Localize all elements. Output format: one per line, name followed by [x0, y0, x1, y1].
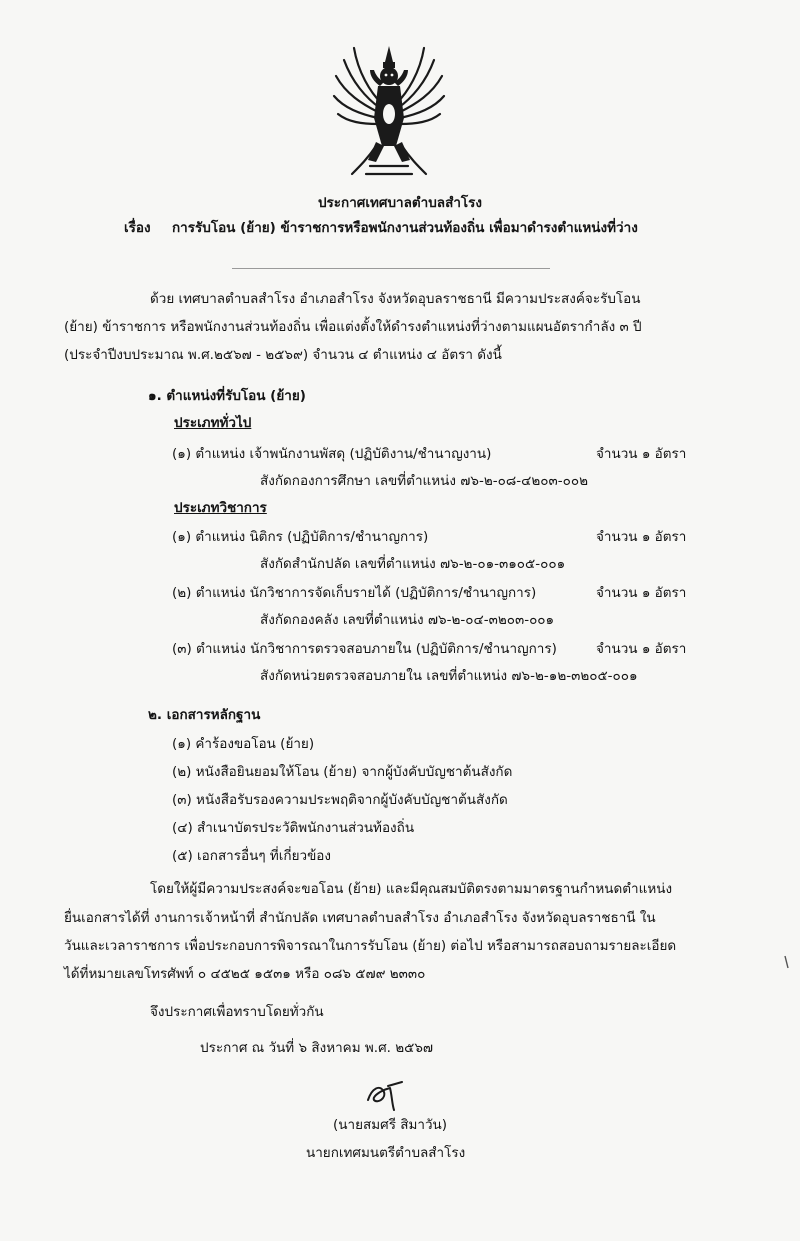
academic-category-heading: ประเภทวิชาการ — [174, 500, 267, 516]
document-title: ประกาศเทศบาลตำบลสำโรง — [317, 195, 482, 211]
signer-title: นายกเทศมนตรีตำบลสำโรง — [306, 1145, 466, 1161]
document-item-1: (๑) คำร้องขอโอน (ย้าย) — [172, 736, 315, 752]
announce-date: ประกาศ ณ วันที่ ๖ สิงหาคม พ.ศ. ๒๕๖๗ — [200, 1040, 434, 1056]
academic-item-2-affiliation: สังกัดกองคลัง เลขที่ตำแหน่ง ๗๖-๒-๐๔-๓๒๐๓-๐๐๑ — [260, 612, 555, 628]
general-item-1-position: (๑) ตำแหน่ง เจ้าพนักงานพัสดุ (ปฏิบัติงาน/ชำนาญงาน) — [172, 446, 492, 462]
general-item-1-affiliation: สังกัดกองการศึกษา เลขที่ตำแหน่ง ๗๖-๒-๐๘-๔๒๐๓-๐๐๒ — [260, 473, 588, 489]
academic-item-1-count: จำนวน ๑ อัตรา — [596, 529, 687, 545]
section1-heading: ๑. ตำแหน่งที่รับโอน (ย้าย) — [148, 388, 306, 404]
academic-item-3-count: จำนวน ๑ อัตรา — [596, 641, 687, 657]
title-divider — [232, 268, 550, 269]
academic-item-2-count: จำนวน ๑ อัตรา — [596, 585, 687, 601]
academic-item-3-position: (๓) ตำแหน่ง นักวิชาการตรวจสอบภายใน (ปฏิบัติการ/ชำนาญการ) — [172, 641, 557, 657]
intro-line-3: (ประจำปีงบประมาณ พ.ศ.๒๕๖๗ - ๒๕๖๙) จำนวน ๔ ตำแหน่ง ๔ อัตรา ดังนี้ — [64, 347, 502, 363]
subject-label: เรื่อง — [124, 220, 151, 236]
document-item-5: (๕) เอกสารอื่นๆ ที่เกี่ยวข้อง — [172, 848, 331, 864]
intro-line-1: ด้วย เทศบาลตำบลสำโรง อำเภอสำโรง จังหวัดอุบลราชธานี มีความประสงค์จะรับโอน — [150, 291, 641, 307]
subject-text: การรับโอน (ย้าย) ข้าราชการหรือพนักงานส่วนท้องถิ่น เพื่อมาดำรงตำแหน่งที่ว่าง — [172, 220, 638, 236]
general-category-heading: ประเภททั่วไป — [174, 415, 252, 431]
scan-mark-icon — [782, 954, 792, 970]
intro-line-2: (ย้าย) ข้าราชการ หรือพนักงานส่วนท้องถิ่น เพื่อแต่งตั้งให้ดำรงตำแหน่งที่ว่างตามแผนอัตรากำลัง ๓ ปี — [64, 319, 642, 335]
announce-line: จึงประกาศเพื่อทราบโดยทั่วกัน — [150, 1004, 324, 1020]
academic-item-1-affiliation: สังกัดสำนักปลัด เลขที่ตำแหน่ง ๗๖-๒-๐๑-๓๑๐๕-๐๐๑ — [260, 556, 566, 572]
closing-line-4: ได้ที่หมายเลขโทรศัพท์ ๐ ๔๕๒๕ ๑๕๓๑ หรือ ๐๘๖ ๕๗๙ ๒๓๓๐ — [64, 966, 426, 982]
academic-item-3-affiliation: สังกัดหน่วยตรวจสอบภายใน เลขที่ตำแหน่ง ๗๖-๒-๑๒-๓๒๐๕-๐๐๑ — [260, 668, 638, 684]
closing-line-2: ยื่นเอกสารได้ที่ งานการเจ้าหน้าที่ สำนักปลัด เทศบาลตำบลสำโรง อำเภอสำโรง จังหวัดอุบลราชธานี ใน — [64, 910, 656, 926]
garuda-emblem-icon — [330, 42, 448, 182]
academic-item-2-position: (๒) ตำแหน่ง นักวิชาการจัดเก็บรายได้ (ปฏิบัติการ/ชำนาญการ) — [172, 585, 537, 601]
handwritten-signature — [362, 1078, 408, 1114]
academic-item-1-position: (๑) ตำแหน่ง นิติกร (ปฏิบัติการ/ชำนาญการ) — [172, 529, 429, 545]
document-item-4: (๔) สำเนาบัตรประวัติพนักงานส่วนท้องถิ่น — [172, 820, 415, 836]
section2-heading: ๒. เอกสารหลักฐาน — [148, 707, 261, 723]
closing-line-3: วันและเวลาราชการ เพื่อประกอบการพิจารณาในการรับโอน (ย้าย) ต่อไป หรือสามารถสอบถามรายละเอียด — [64, 938, 677, 954]
document-item-3: (๓) หนังสือรับรองความประพฤติจากผู้บังคับบัญชาต้นสังกัด — [172, 792, 508, 808]
signer-name: (นายสมศรี สิมาวัน) — [333, 1117, 448, 1133]
closing-line-1: โดยให้ผู้มีความประสงค์จะขอโอน (ย้าย) และมีคุณสมบัติตรงตามมาตรฐานกำหนดตำแหน่ง — [150, 881, 673, 897]
general-item-1-count: จำนวน ๑ อัตรา — [596, 446, 687, 462]
document-item-2: (๒) หนังสือยินยอมให้โอน (ย้าย) จากผู้บังคับบัญชาต้นสังกัด — [172, 764, 513, 780]
